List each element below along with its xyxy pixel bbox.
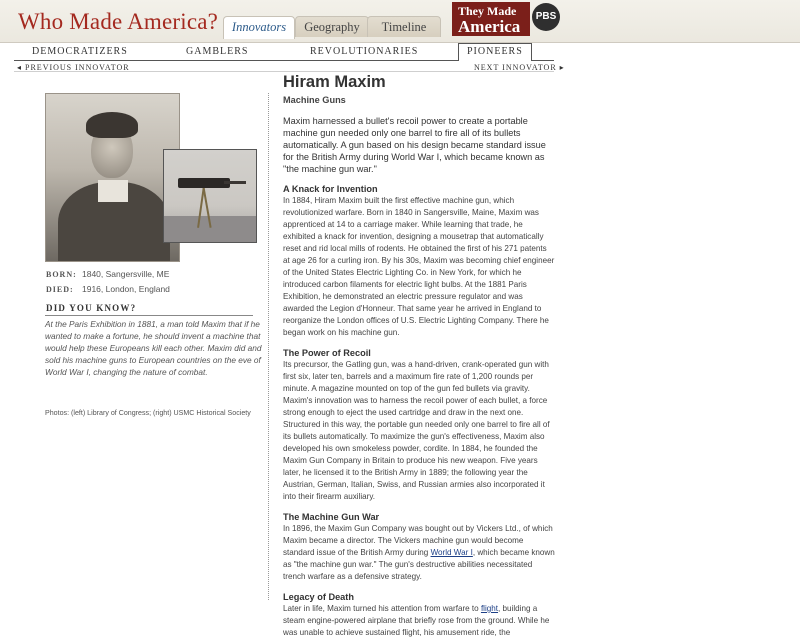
nav-democratizers[interactable]: DEMOCRATIZERS	[32, 46, 128, 57]
portrait-photo	[45, 93, 180, 262]
article-intro: Maxim harnessed a bullet's recoil power to create a portable machine gun needed only one barrel to fire all of its bullets automatically. A gun based on his design became standard issue for the British Army during World War I, which became known as "the machine gun war."	[283, 116, 546, 174]
did-you-know-text: At the Paris Exhibition in 1881, a man told Maxim that if he wanted to make a fortune, he should invent a machine that would help these Europeans kill each other. Maxim did and sold his machine guns to European countries on the eve of World War I, changing the nature of combat.	[45, 319, 262, 377]
born-label: BORN:	[46, 270, 77, 279]
tab-innovators[interactable]: Innovators	[223, 16, 295, 39]
innovator-name: Hiram Maxim	[283, 73, 386, 91]
site-header	[0, 0, 800, 43]
section-text: In 1896, the Maxim Gun Company was bought out by Vickers Ltd., of which Maxim became a director. The Vickers machine gun would become standard issue of the British Army during	[283, 524, 553, 557]
section-body: Its precursor, the Gatling gun, was a hand-driven, crank-operated gun with first six, later ten, barrels and a maximum fire rate of 1,200 rounds per minute. A magazine mounted on top of the gun fed bullets via gravity. Maxim's innovation was to harness the recoil power of each bullet, a force strong enough to eject the used cartridge and draw in the next one. Structured in this way, the portable gun needed only one barrel to fire all of its bullets automatically. To maximize the gun's effectiveness, Maxim also developed his own smokeless powder, cordite. In 1884, he founded the Maxim Gun Company in Britain to produce his new weapon. Five years later, he licensed it to the British Army in 1889; the following year the Austrian, German, Italian, Swiss, and Russian armies also incorporated it into their firearm auxiliary.	[283, 360, 550, 501]
nav-revolutionaries[interactable]: REVOLUTIONARIES	[310, 46, 419, 57]
column-divider	[268, 93, 269, 600]
gun-barrel	[224, 181, 246, 184]
nav-gamblers[interactable]: GAMBLERS	[186, 46, 249, 57]
section-body: In 1884, Hiram Maxim built the first effective machine gun, which revolutionized warfare. Born in 1840 in Sangersville, Maine, Maxim was apprenticed at 14 to a carriage maker. While learning that trade, he exhibited a knack for invention, designing a mousetrap that automatically reset and rid local mills of rodents. He obtained the first of his 271 patents at age 26 for a curling iron. By his 30s, Maxim was becoming chief engineer of the United States Electric Lighting Co. in New York, for which he introduced carbon filaments for electric light bulbs. At the 1881 Paris Exhibition, he demonstrated an electric pressure regulator and was awarded the Legion d'Honneur. That same year he arrived in England to reorganize the London offices of U.S. Electric Lighting Company. There he began work on his machine gun.	[283, 196, 555, 337]
site-title[interactable]: Who Made America?	[18, 9, 219, 34]
machine-gun-photo	[163, 149, 257, 243]
did-you-know-title: DID YOU KNOW?	[46, 303, 137, 313]
flight-link[interactable]: flight	[480, 604, 499, 613]
article	[283, 72, 555, 639]
gun-body	[178, 178, 230, 188]
portrait-collar	[98, 180, 128, 202]
did-you-know-rule	[45, 315, 253, 316]
section-title: The Machine Gun War	[283, 512, 380, 522]
section-title: A Knack for Invention	[283, 184, 378, 194]
logo-small-text: They Made	[458, 4, 517, 18]
nav-pioneers[interactable]: PIONEERS	[458, 43, 532, 61]
section-text: Later in life, Maxim turned his attention from warfare to	[283, 604, 481, 613]
section-body	[283, 523, 555, 583]
tab-geography[interactable]: Geography	[295, 16, 369, 37]
section-title: Legacy of Death	[283, 592, 354, 602]
born-value: 1840, Sangersville, ME	[82, 269, 170, 279]
innovator-subtitle: Machine Guns	[283, 95, 346, 105]
tab-timeline[interactable]: Timeline	[367, 16, 441, 37]
logo-big-text: America	[458, 17, 521, 36]
next-innovator-link[interactable]: NEXT INNOVATOR ▸	[474, 63, 565, 72]
world-war-i-link[interactable]: World War I	[430, 548, 473, 557]
they-made-america-logo[interactable]	[452, 2, 530, 36]
section-title: The Power of Recoil	[283, 348, 371, 358]
section-body	[283, 603, 555, 639]
section-text: , which became known as "the machine gun war." The gun's destructive abilities necessitated trench warfare as a defensive strategy.	[283, 548, 555, 581]
category-nav	[14, 44, 554, 61]
section-text: , building a steam engine-powered airplane that briefly rose from the ground. While he was unable to achieve sustained flight, his amusement ride, the	[283, 604, 550, 637]
died-label: DIED:	[46, 285, 74, 294]
previous-innovator-link[interactable]: ◂ PREVIOUS INNOVATOR	[17, 63, 130, 72]
pbs-logo-icon[interactable]: PBS	[532, 3, 560, 31]
photo-credit: Photos: (left) Library of Congress; (right) USMC Historical Society	[45, 409, 251, 417]
portrait-hair	[86, 112, 138, 138]
died-value: 1916, London, England	[82, 284, 170, 294]
